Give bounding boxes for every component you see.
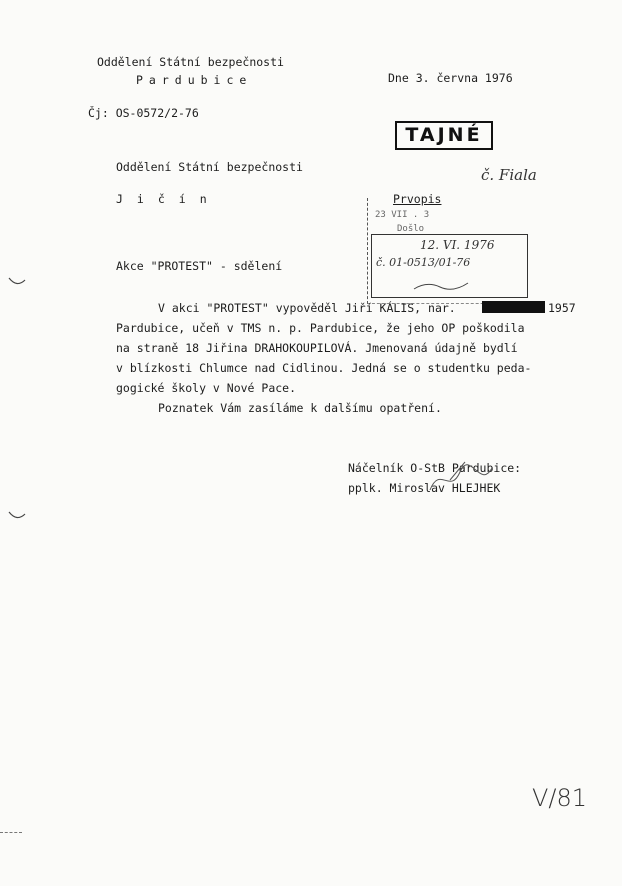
body-line-6: Poznatek Vám zasíláme k dalšímu opatření.: [158, 401, 442, 415]
sender-dept: Oddělení Státní bezpečnosti: [97, 55, 284, 69]
receipt-stamp-number: č. 01-0513/01-76: [376, 256, 471, 269]
margin-hole-mark-lower: [8, 510, 26, 522]
receipt-stamp: [367, 192, 533, 304]
signature-title: Náčelník O-StB Pardubice:: [348, 461, 522, 475]
receipt-stamp-title: Prvopis: [393, 192, 442, 206]
sender-city: Pardubice: [136, 73, 253, 87]
receipt-stamp-line2: Došlo: [397, 224, 425, 234]
signature-name: pplk. Miroslav HLEJHEK: [348, 481, 501, 495]
body-line-5: gogické školy v Nové Pace.: [116, 381, 297, 395]
page-mark: V/81: [532, 784, 588, 812]
redaction-bar: [482, 301, 545, 313]
reference-number: Čj: OS-0572/2-76: [88, 106, 199, 120]
body-line-2: Pardubice, učeň v TMS n. p. Pardubice, že jeho OP poškodila: [116, 321, 525, 335]
margin-edge-line: [0, 832, 22, 833]
receipt-stamp-scribble: [412, 277, 472, 293]
recipient-city: Jičín: [116, 192, 221, 206]
body-line-3: na straně 18 Jiřina DRAHOKOUPILOVÁ. Jmenovaná údajně bydlí: [116, 341, 518, 355]
body-line-1-year: 1957: [548, 301, 576, 315]
margin-hole-mark-upper: [8, 276, 26, 288]
receipt-stamp-line1: 23 VII . 3: [375, 210, 430, 220]
subject-line: Akce "PROTEST" - sdělení: [116, 259, 283, 273]
receipt-stamp-inner-frame: [371, 234, 528, 298]
classification-stamp: TAJNÉ: [395, 121, 493, 150]
recipient-dept: Oddělení Státní bezpečnosti: [116, 160, 303, 174]
handwritten-name: č. Fiala: [481, 166, 537, 184]
receipt-stamp-date: 12. VI. 1976: [420, 238, 495, 252]
letter-date: Dne 3. června 1976: [388, 71, 513, 85]
handwritten-signature: [420, 460, 500, 500]
body-line-4: v blízkosti Chlumce nad Cidlinou. Jedná se o studentku peda-: [116, 361, 532, 375]
body-line-1: V akci "PROTEST" vypověděl Jiří KÁLIS, nar.: [158, 301, 456, 315]
